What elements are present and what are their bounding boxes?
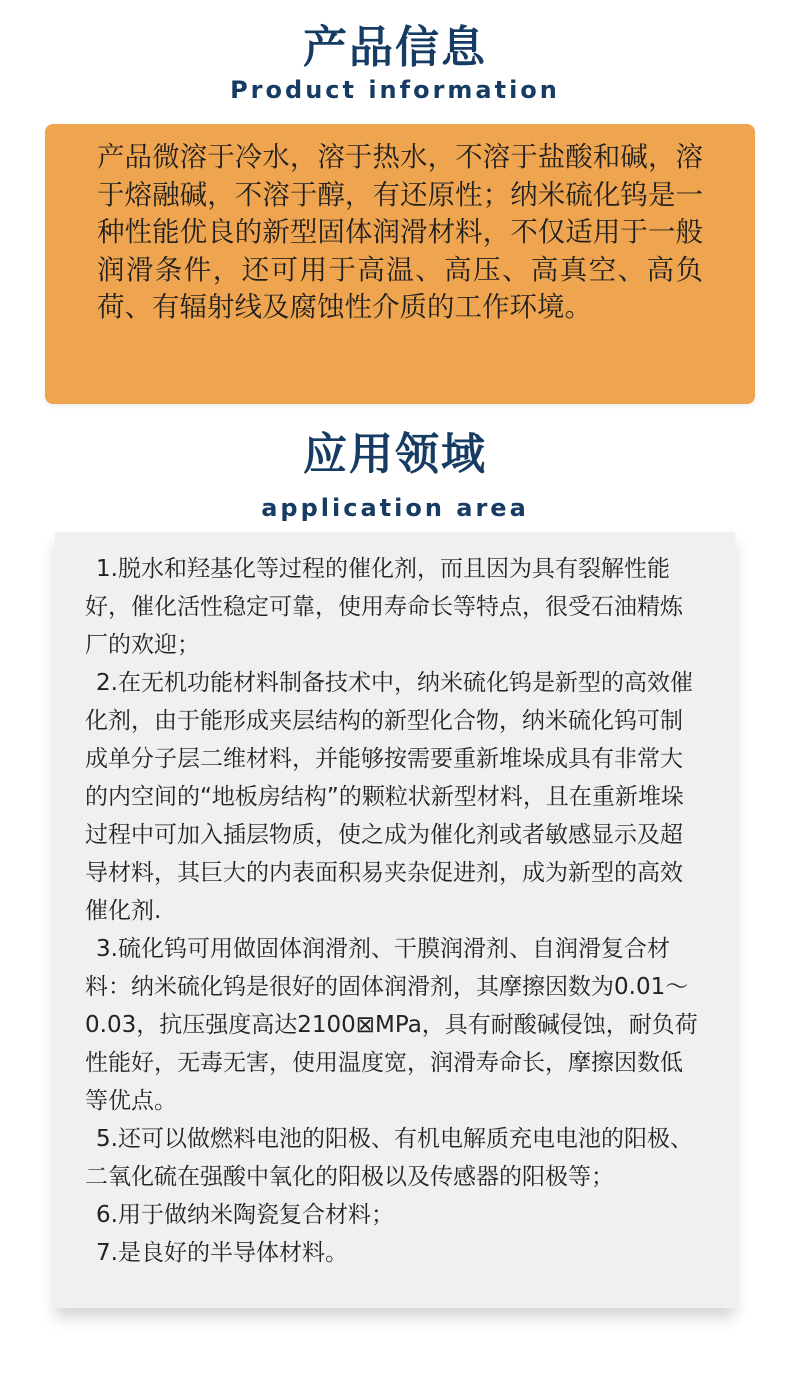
product-info-subtitle: Product information	[230, 76, 560, 104]
application-area-subtitle: application area	[261, 494, 529, 522]
application-list	[85, 550, 705, 1272]
application-item-5: 5.还可以做燃料电池的阳极、有机电解质充电电池的阳极、二氧化硫在强酸中氧化的阳极以及传感器的阳极等；	[85, 1126, 693, 1190]
application-area-title: 应用领域	[303, 429, 487, 480]
application-item-7: 7.是良好的半导体材料。	[96, 1240, 348, 1266]
product-info-card	[45, 124, 755, 404]
application-item-2: 2.在无机功能材料制备技术中，纳米硫化钨是新型的高效催化剂，由于能形成夹层结构的新型化合物，纳米硫化钨可制成单分子层二维材料，并能够按需要重新堆垛成具有非常大的内空间的“地板房结构”的颗粒状新型材料，且在重新堆垛过程中可加入插层物质，使之成为催化剂或者敏感显示及超导材料，其巨大的内表面积易夹杂促进剂，成为新型的高效催化剂.	[85, 670, 693, 924]
product-info-text: 产品微溶于冷水，溶于热水，不溶于盐酸和碱，溶于熔融碱，不溶于醇，有还原性；纳米硫化钨是一种性能优良的新型固体润滑材料，不仅适用于一般润滑条件，还可用于高温、高压、高真空、高负荷、有辐射线及腐蚀性介质的工作环境。	[97, 141, 703, 323]
application-area-card	[55, 532, 735, 1308]
product-info-title: 产品信息	[303, 22, 487, 73]
application-item-1: 1.脱水和羟基化等过程的催化剂，而且因为具有裂解性能好，催化活性稳定可靠，使用寿命长等特点，很受石油精炼厂的欢迎；	[85, 556, 683, 658]
application-item-6: 6.用于做纳米陶瓷复合材料；	[96, 1202, 394, 1228]
application-item-3: 3.硫化钨可用做固体润滑剂、干膜润滑剂、自润滑复合材料：纳米硫化钨是很好的固体润滑剂，其摩擦因数为0.01～0.03，抗压强度高达2100⊠MPa，具有耐酸碱侵蚀，耐负荷性能好，无毒无害，使用温度宽，润滑寿命长，摩擦因数低等优点。	[85, 936, 698, 1114]
